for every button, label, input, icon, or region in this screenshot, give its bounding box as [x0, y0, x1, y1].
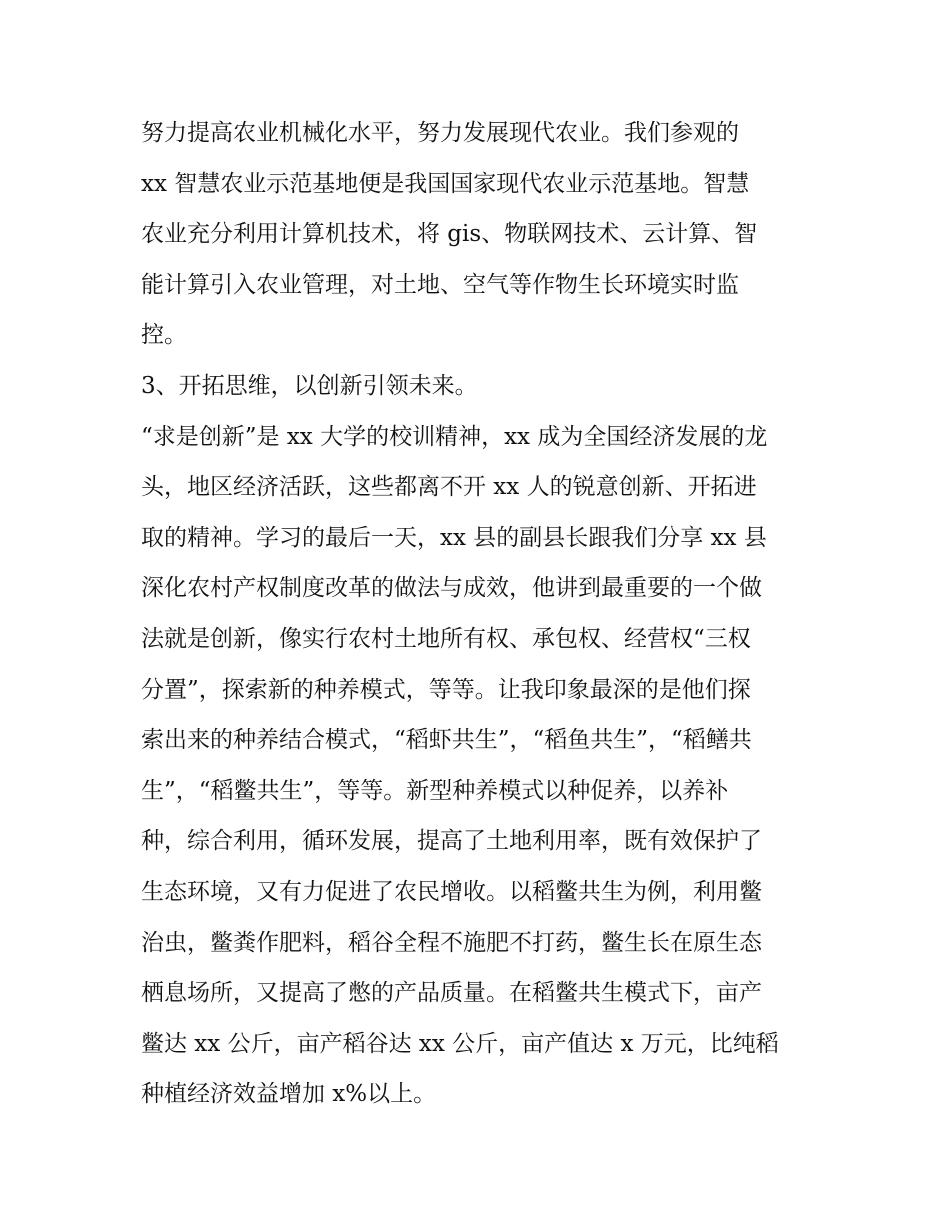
text-line: 种，综合利用，循环发展，提高了土地利用率，既有效保护了: [141, 828, 762, 855]
text-line: 栖息场所，又提高了憋的产品质量。在稻鳖共生模式下，亩产: [141, 980, 762, 1007]
document-body: [141, 108, 821, 1120]
text-line: 治虫，鳖粪作肥料，稻谷全程不施肥不打药，鳖生长在原生态: [141, 929, 762, 956]
text-line: 头，地区经济活跃，这些都离不开 xx 人的锐意创新、开拓进: [141, 474, 757, 501]
text-line: 控。: [141, 322, 187, 349]
text-line: xx 智慧农业示范基地便是我国国家现代农业示范基地。智慧: [141, 170, 750, 197]
text-line: 农业充分利用计算机技术，将 gis、物联网技术、云计算、智: [141, 221, 758, 248]
text-line: 深化农村产权制度改革的做法与成效，他讲到最重要的一个做: [141, 575, 762, 602]
text-line: 鳖达 xx 公斤，亩产稻谷达 xx 公斤，亩产值达 x 万元，比纯稻: [141, 1030, 779, 1057]
text-line: 法就是创新，像实行农村土地所有权、承包权、经营权“三权: [141, 625, 751, 652]
text-line: 努力提高农业机械化水平，努力发展现代农业。我们参观的: [141, 120, 739, 146]
text-line: 分置”，探索新的种养模式，等等。让我印象最深的是他们探: [141, 676, 751, 703]
text-line: 生态环境，又有力促进了农民增收。以稻鳖共生为例，利用鳖: [141, 878, 762, 905]
text-line: 取的精神。学习的最后一天，xx 县的副县长跟我们分享 xx 县: [141, 524, 767, 551]
section-heading: 3、开拓思维，以创新引领未来。: [141, 372, 478, 399]
text-line: 生”，“稻鳖共生”，等等。新型种养模式以种促养，以养补: [141, 777, 729, 804]
text-line: 能计算引入农业管理，对土地、空气等作物生长环境实时监: [141, 271, 739, 298]
text-line: 种植经济效益增加 x%以上。: [141, 1081, 437, 1108]
text-line: “求是创新”是 xx 大学的校训精神，xx 成为全国经济发展的龙: [141, 423, 768, 450]
text-line: 索出来的种养结合模式，“稻虾共生”，“稻鱼共生”，“稻鳝共: [141, 727, 752, 754]
